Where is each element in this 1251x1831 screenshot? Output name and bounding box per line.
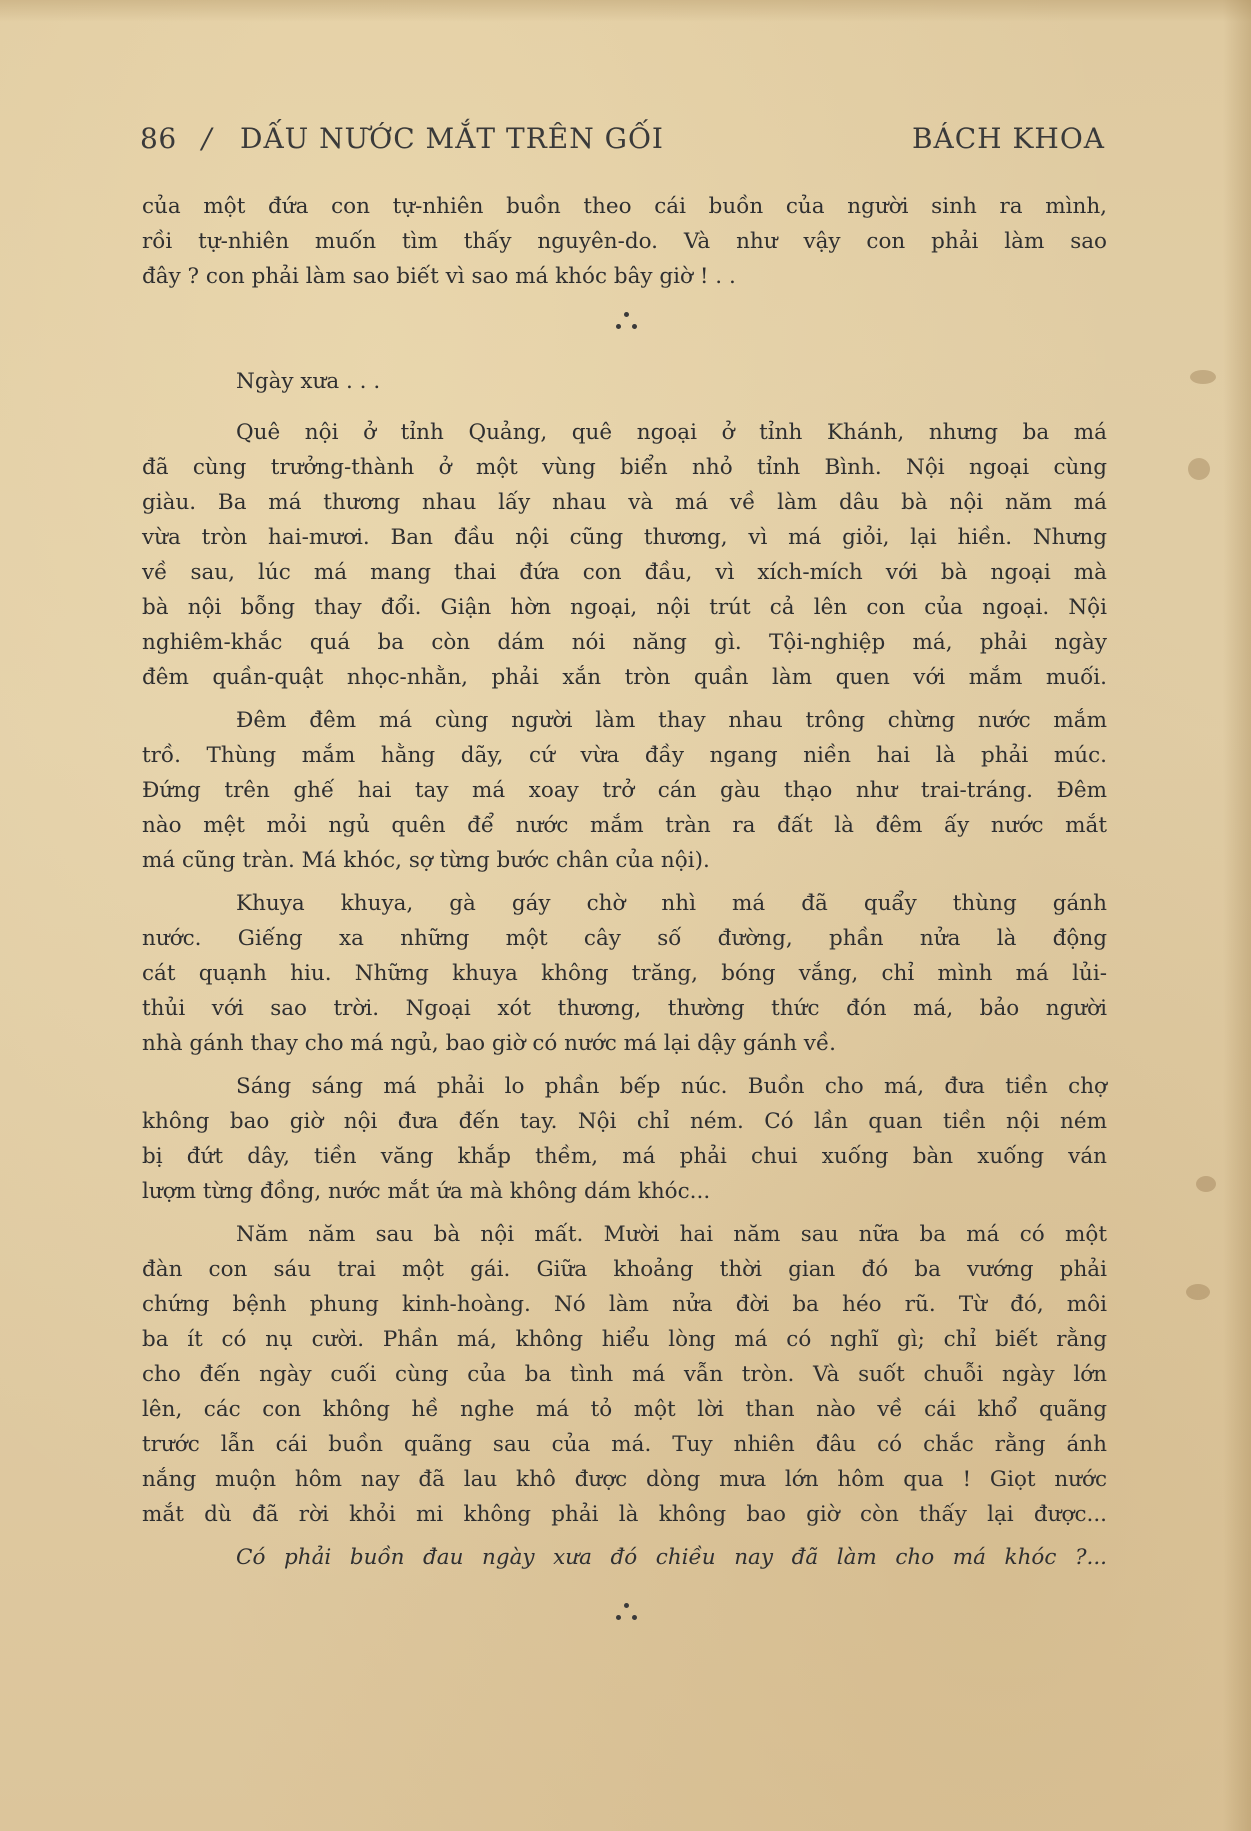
text-line: lượm từng đồng, nước mắt ứa mà không dám khóc... <box>142 1179 711 1204</box>
text-line: Khuya khuya, gà gáy chờ nhì má đã quẩy thùng gánh <box>236 891 1107 916</box>
text-line: trước lẫn cái buồn quãng sau của má. Tuy nhiên đâu có chắc rằng ánh <box>142 1432 1107 1457</box>
asterism-ornament <box>612 308 642 338</box>
text-line: đàn con sáu trai một gái. Giữa khoảng thời gian đó ba vướng phải <box>142 1257 1107 1282</box>
paragraph <box>142 1069 1107 1209</box>
text-line: Có phải buồn đau ngày xưa đó chiều nay đã làm cho má khóc ?... <box>236 1545 1107 1570</box>
text-line: cát quạnh hiu. Những khuya không trăng, bóng vắng, chỉ mình má lủi- <box>142 961 1107 986</box>
paper-stain <box>1188 458 1210 480</box>
text-line: nắng muộn hôm nay đã lau khô được dòng mưa lớn hôm qua ! Giọt nước <box>142 1467 1107 1492</box>
paragraph <box>142 703 1107 878</box>
running-title: DẤU NƯỚC MẮT TRÊN GỐI <box>240 122 664 155</box>
text-line: giàu. Ba má thương nhau lấy nhau và má về làm dâu bà nội năm má <box>142 490 1107 515</box>
paragraph <box>142 189 1107 294</box>
magazine-name: BÁCH KHOA <box>911 122 1105 155</box>
text-line: đêm quần-quật nhọc-nhằn, phải xắn tròn quần làm quen với mắm muối. <box>142 665 1107 690</box>
text-line: nào mệt mỏi ngủ quên để nước mắm tràn ra đất là đêm ấy nước mắt <box>142 813 1107 838</box>
page-right-edge-shadow <box>1223 0 1251 1831</box>
text-line: nước. Giếng xa những một cây số đường, phần nửa là động <box>142 926 1107 951</box>
text-line: đây ? con phải làm sao biết vì sao má khóc bây giờ ! . . <box>142 264 736 289</box>
text-line: lên, các con không hề nghe má tỏ một lời than nào về cái khổ quãng <box>142 1397 1107 1422</box>
section-divider <box>142 1575 1107 1645</box>
section-divider <box>142 294 1107 364</box>
text-line: Ngày xưa . . . <box>236 369 381 394</box>
text-line: cho đến ngày cuối cùng của ba tình má vẫn tròn. Và suốt chuỗi ngày lớn <box>142 1362 1107 1387</box>
text-line: Đêm đêm má cùng người làm thay nhau trông chừng nước mắm <box>236 708 1107 733</box>
paper-stain <box>1196 1176 1216 1192</box>
text-line: Sáng sáng má phải lo phần bếp núc. Buồn cho má, đưa tiền chợ <box>236 1074 1107 1099</box>
paragraph <box>142 1217 1107 1532</box>
running-header <box>140 122 1105 162</box>
text-line: mắt dù đã rời khỏi mi không phải là không bao giờ còn thấy lại được... <box>142 1502 1107 1527</box>
page-top-edge-shadow <box>0 0 1251 22</box>
text-line: thủi với sao trời. Ngoại xót thương, thường thức đón má, bảo người <box>142 996 1107 1021</box>
text-line: nghiêm-khắc quá ba còn dám nói năng gì. Tội-nghiệp má, phải ngày <box>142 630 1107 655</box>
asterism-ornament <box>612 1589 642 1619</box>
text-line: Đứng trên ghế hai tay má xoay trở cán gàu thạo như trai-tráng. Đêm <box>142 778 1107 803</box>
text-line: Quê nội ở tỉnh Quảng, quê ngoại ở tỉnh Khánh, nhưng ba má <box>236 420 1107 445</box>
text-line: của một đứa con tự-nhiên buồn theo cái buồn của người sinh ra mình, <box>142 194 1107 219</box>
text-line: ba ít có nụ cười. Phần má, không hiểu lòng má có nghĩ gì; chỉ biết rằng <box>142 1327 1107 1352</box>
text-line: nhà gánh thay cho má ngủ, bao giờ có nước má lại dậy gánh về. <box>142 1031 837 1056</box>
paragraph <box>142 886 1107 1061</box>
text-line: bà nội bỗng thay đổi. Giận hờn ngoại, nội trút cả lên con của ngoại. Nội <box>142 595 1107 620</box>
article-body <box>142 189 1107 1645</box>
paper-stain <box>1186 1284 1210 1300</box>
paragraph <box>142 415 1107 695</box>
text-line: đã cùng trưởng-thành ở một vùng biển nhỏ tỉnh Bình. Nội ngoại cùng <box>142 455 1107 480</box>
text-line: về sau, lúc má mang thai đứa con đầu, vì xích-mích với bà ngoại mà <box>142 560 1107 585</box>
paragraph <box>142 364 1107 399</box>
text-line: không bao giờ nội đưa đến tay. Nội chỉ ném. Có lần quan tiền nội ném <box>142 1109 1107 1134</box>
text-line: bị đứt dây, tiền văng khắp thềm, má phải chui xuống bàn xuống ván <box>142 1144 1107 1169</box>
header-separator: / <box>202 122 212 155</box>
page-number: 86 <box>140 122 177 155</box>
text-line: chứng bệnh phung kinh-hoàng. Nó làm nửa đời ba héo rũ. Từ đó, môi <box>142 1292 1107 1317</box>
text-line: vừa tròn hai-mươi. Ban đầu nội cũng thương, vì má giỏi, lại hiền. Nhưng <box>142 525 1107 550</box>
closing-line <box>142 1540 1107 1575</box>
paper-stain <box>1190 370 1216 384</box>
text-line: trồ. Thùng mắm hằng dãy, cứ vừa đầy ngang niền hai là phải múc. <box>142 743 1107 768</box>
text-line: má cũng tràn. Má khóc, sợ từng bước chân của nội). <box>142 848 710 873</box>
text-line: Năm năm sau bà nội mất. Mười hai năm sau nữa ba má có một <box>236 1222 1107 1247</box>
text-line: rồi tự-nhiên muốn tìm thấy nguyên-do. Và như vậy con phải làm sao <box>142 229 1107 254</box>
